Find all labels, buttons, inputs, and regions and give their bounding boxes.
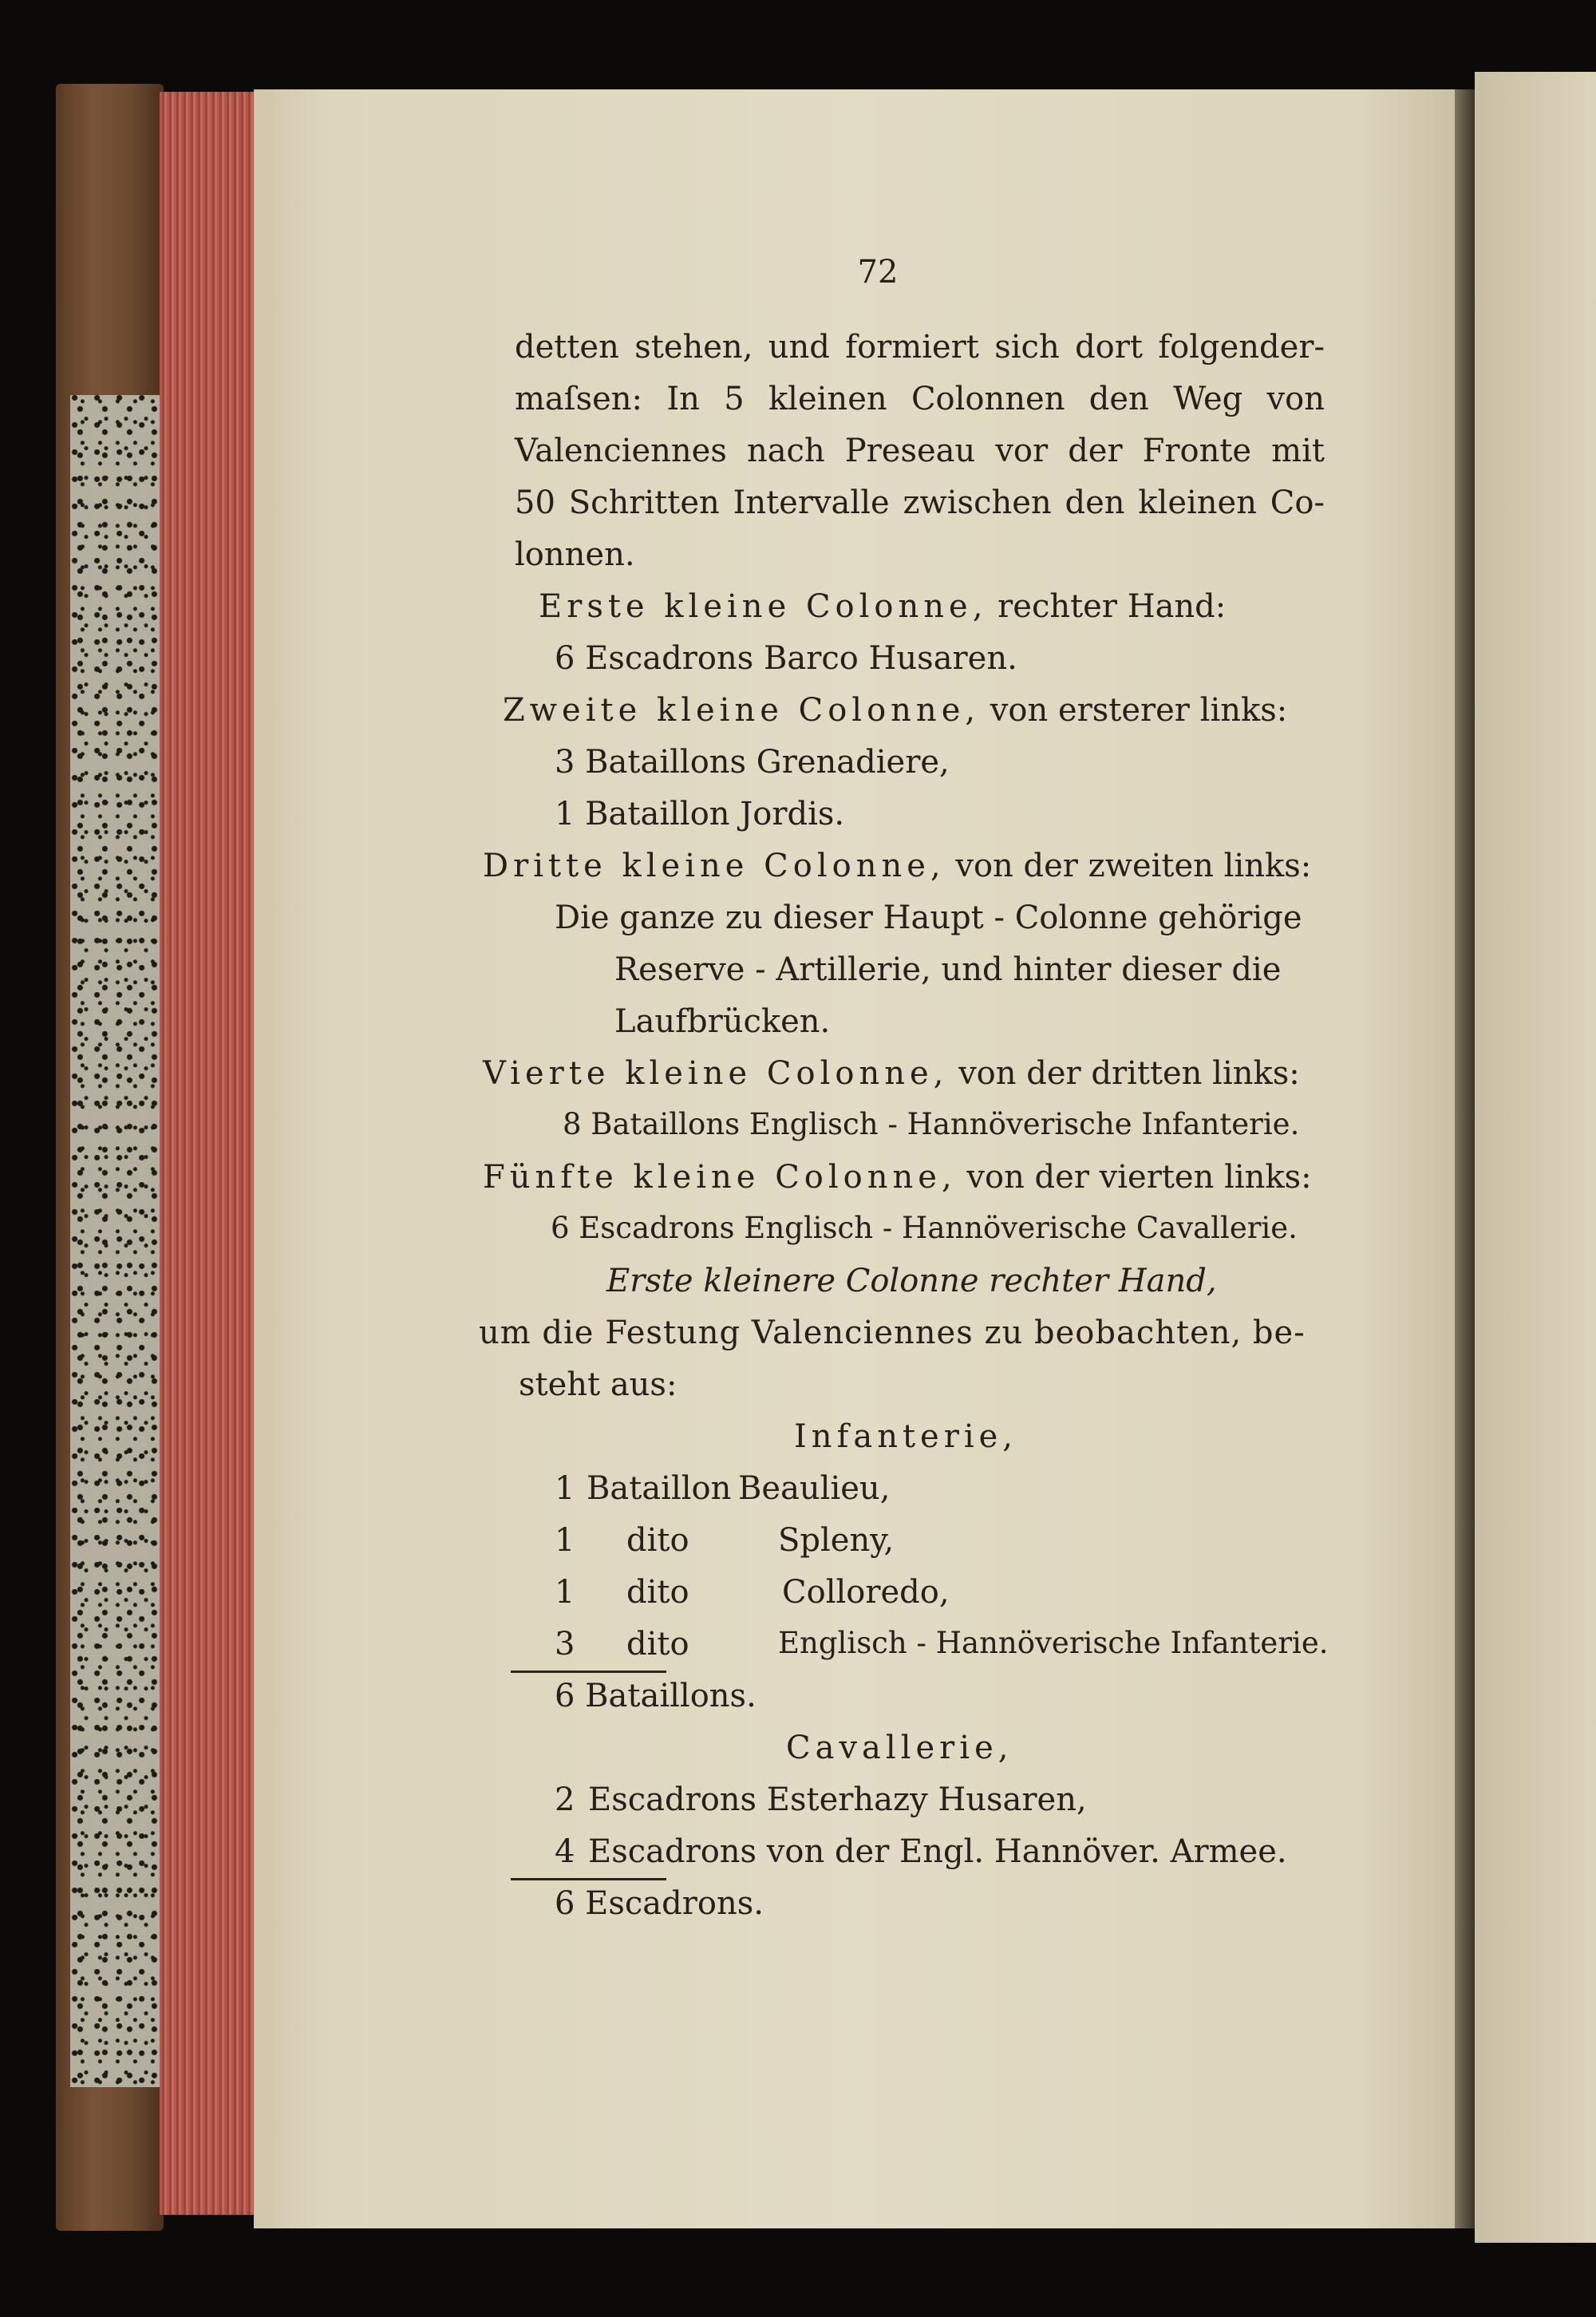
text-line: steht aus: bbox=[519, 1366, 678, 1403]
table-total: 6 Bataillons. bbox=[555, 1678, 757, 1714]
text-line: Valenciennes nach Preseau vor der Fronte mit bbox=[515, 433, 1325, 469]
sum-rule bbox=[511, 1671, 666, 1673]
page-number: 72 bbox=[857, 254, 899, 291]
infanterie-heading: Infanterie, bbox=[794, 1418, 1018, 1455]
column-heading: Vierte kleine Colonne, von der dritten links: bbox=[483, 1055, 1300, 1092]
column-item: 8 Bataillons Englisch - Hannöverische Infanterie. bbox=[563, 1107, 1300, 1141]
table-row: 1 dito Spleny, bbox=[555, 1522, 895, 1559]
column-heading: Dritte kleine Colonne, von der zweiten links: bbox=[483, 848, 1312, 884]
section-heading: Erste kleinere Colonne rechter Hand, bbox=[606, 1263, 1217, 1299]
column-heading: Erste kleine Colonne, rechter Hand: bbox=[539, 588, 1227, 625]
sum-rule bbox=[511, 1878, 666, 1880]
facing-page-edge bbox=[1475, 72, 1596, 2243]
cavallerie-heading: Cavallerie, bbox=[786, 1730, 1013, 1766]
table-total: 6 Escadrons. bbox=[555, 1885, 764, 1922]
table-row: 1 Bataillon Beaulieu, bbox=[555, 1470, 891, 1507]
text-line: 50 Schritten Intervalle zwischen den kleinen Co- bbox=[515, 484, 1325, 521]
table-row: 1 dito Colloredo, bbox=[555, 1574, 950, 1611]
column-item: 1 Bataillon Jordis. bbox=[555, 796, 845, 832]
column-heading: Zweite kleine Colonne, von ersterer links: bbox=[503, 692, 1288, 729]
column-item: 6 Escadrons Barco Husaren. bbox=[555, 640, 1017, 677]
marbled-paper bbox=[70, 395, 162, 2087]
table-row: 3 dito Englisch - Hannöverische Infanterie. bbox=[555, 1626, 1329, 1663]
text-line: detten stehen, und formiert sich dort folgender- bbox=[515, 329, 1325, 366]
table-row: 4 Escadrons von der Engl. Hannöver. Armee. bbox=[555, 1833, 1287, 1870]
column-item: 3 Bataillons Grenadiere, bbox=[555, 744, 950, 781]
column-item: Reserve - Artillerie, und hinter dieser die bbox=[614, 951, 1282, 988]
text-line: maſsen: In 5 kleinen Colonnen den Weg von bbox=[515, 381, 1325, 417]
column-heading: Fünfte kleine Colonne, von der vierten links: bbox=[483, 1159, 1312, 1196]
column-item: Laufbrücken. bbox=[614, 1003, 831, 1040]
table-row: 2 Escadrons Esterhazy Husaren, bbox=[555, 1781, 1087, 1818]
column-item: 6 Escadrons Englisch - Hannöverische Cavallerie. bbox=[551, 1211, 1298, 1245]
text-line: lonnen. bbox=[515, 536, 635, 573]
page-edge bbox=[160, 92, 255, 2215]
book-gutter bbox=[1455, 89, 1475, 2228]
text-line: um die Festung Valenciennes zu beobachten, be- bbox=[479, 1315, 1306, 1351]
column-item: Die ganze zu dieser Haupt - Colonne gehörige bbox=[555, 900, 1302, 936]
book-cover-left bbox=[56, 84, 164, 2231]
